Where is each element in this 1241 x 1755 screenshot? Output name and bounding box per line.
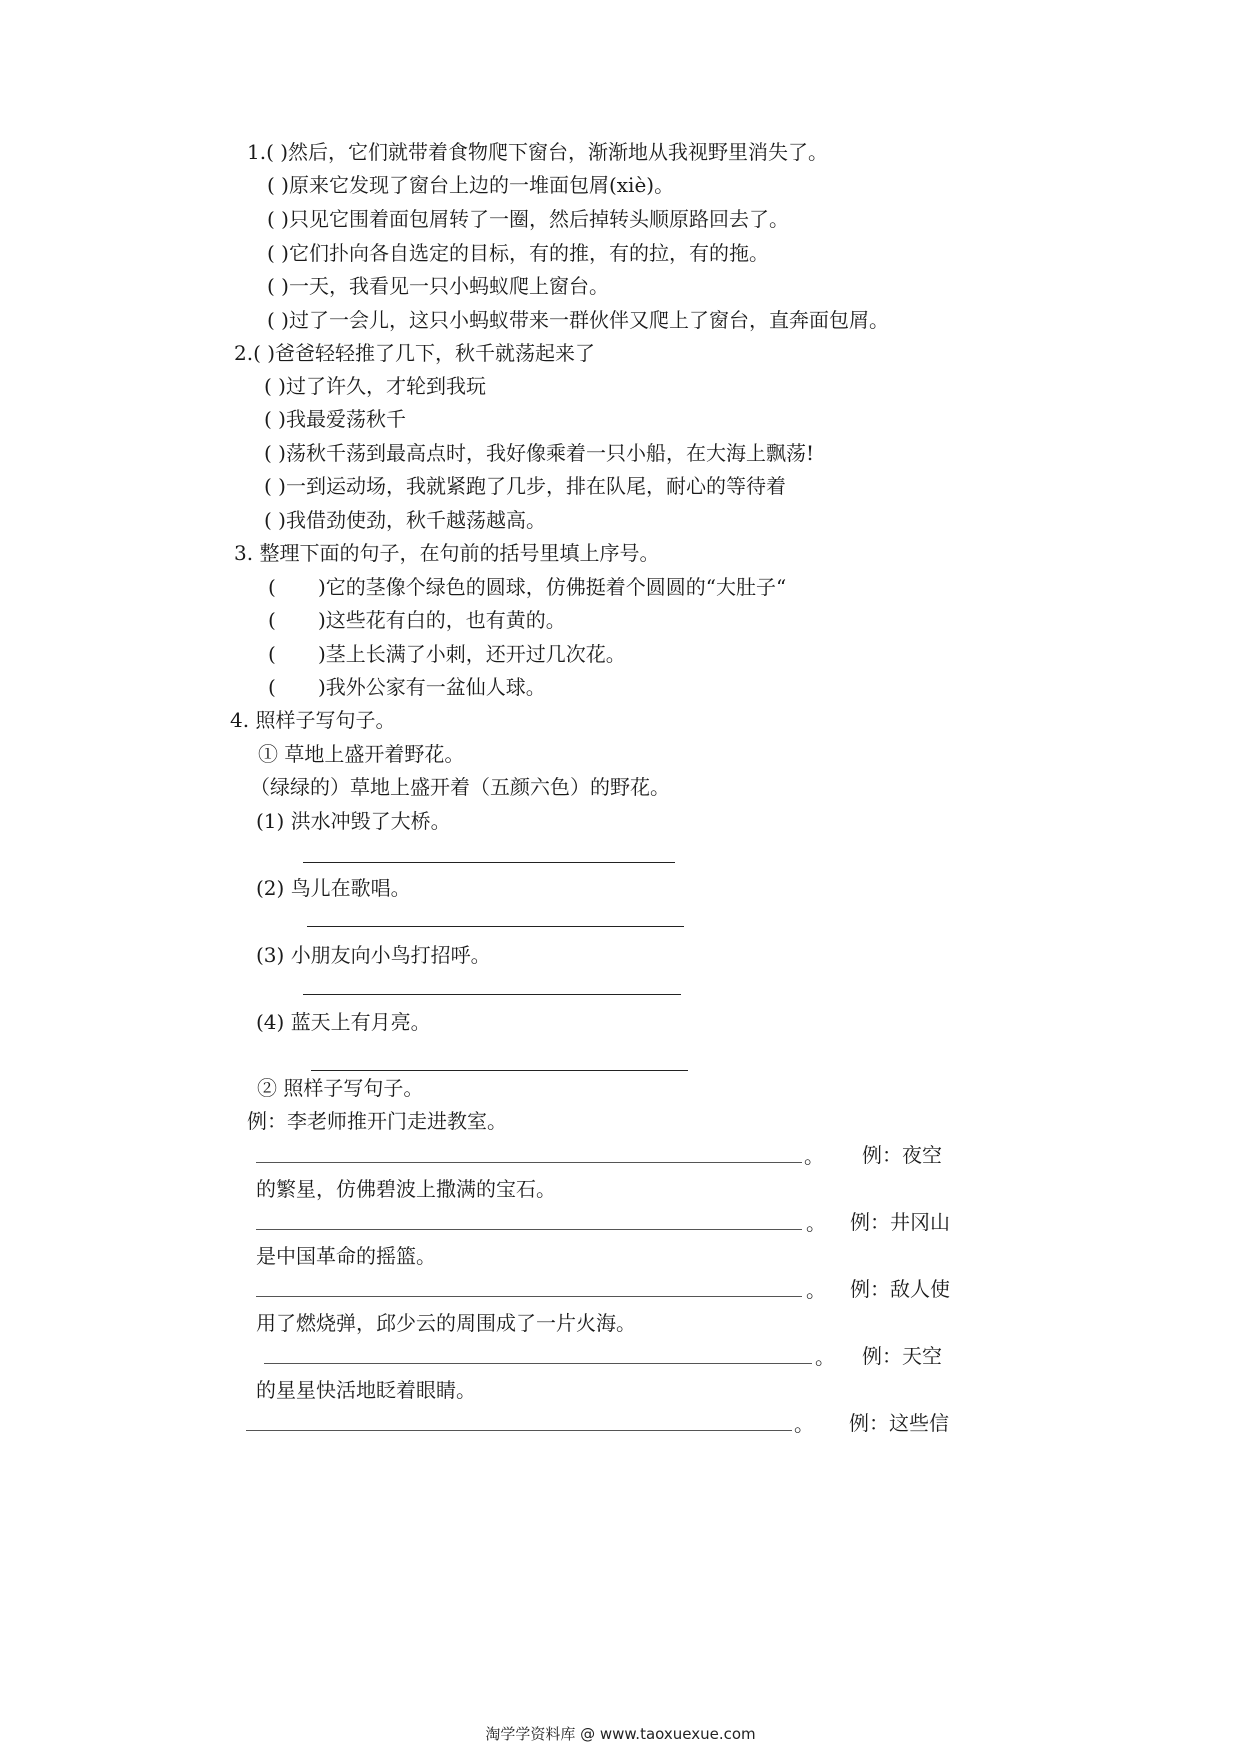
- answer-line-2[interactable]: [307, 926, 684, 927]
- q3-item-1: )它的茎像个绿色的圆球，仿佛挺着个圆圆的“大肚子“: [318, 575, 787, 599]
- example-cont-1: 的繁星，仿佛碧波上撒满的宝石。: [256, 1177, 556, 1201]
- q1-line-4: ( )它们扑向各自选定的目标，有的推，有的拉，有的拖。: [267, 241, 769, 265]
- q2-line-3: ( )我最爱荡秋千: [264, 407, 406, 431]
- write-line-1[interactable]: [256, 1162, 802, 1163]
- q3-item-3: )茎上长满了小刺，还开过几次花。: [318, 642, 626, 666]
- q3-open-paren-1: (: [268, 575, 276, 599]
- example-tail-2: 例：井冈山: [850, 1210, 950, 1234]
- example-cont-3: 用了燃烧弹，邱少云的周围成了一片火海。: [256, 1311, 636, 1335]
- q1-line-6: ( )过了一会儿，这只小蚂蚁带来一群伙伴又爬上了窗台，直奔面包屑。: [267, 308, 889, 332]
- write-line-2[interactable]: [256, 1229, 802, 1230]
- answer-line-4[interactable]: [311, 1070, 688, 1071]
- write-line-3[interactable]: [256, 1296, 802, 1297]
- example-tail-3: 例：敌人使: [850, 1277, 950, 1301]
- q4-item-1: (1) 洪水冲毁了大桥。: [256, 809, 451, 833]
- answer-line-1[interactable]: [303, 862, 675, 863]
- q1-line-2: ( )原来它发现了窗台上边的一堆面包屑(xiè)。: [267, 173, 675, 197]
- write-line-4[interactable]: [264, 1363, 812, 1364]
- example-tail-5: 例：这些信: [849, 1411, 949, 1435]
- period-2: 。: [806, 1211, 826, 1235]
- q2-line-4: ( )荡秋千荡到最高点时，我好像乘着一只小船，在大海上飘荡!: [264, 441, 814, 465]
- write-line-5[interactable]: [246, 1430, 792, 1431]
- period-5: 。: [794, 1412, 814, 1436]
- q3-open-paren-2: (: [268, 608, 276, 632]
- q4-part1-example: （绿绿的）草地上盛开着（五颜六色）的野花。: [250, 775, 670, 799]
- q3-open-paren-3: (: [268, 642, 276, 666]
- q4-item-4: (4) 蓝天上有月亮。: [256, 1010, 431, 1034]
- q1-line-3: ( )只见它围着面包屑转了一圈，然后掉转头顺原路回去了。: [267, 207, 789, 231]
- q3-title: 3. 整理下面的句子，在句前的括号里填上序号。: [234, 541, 660, 565]
- q4-part1-label: ① 草地上盛开着野花。: [258, 742, 465, 766]
- q3-open-paren-4: (: [268, 675, 276, 699]
- q4-part2-label: ② 照样子写句子。: [257, 1076, 424, 1100]
- q4-item-3: (3) 小朋友向小鸟打招呼。: [256, 943, 491, 967]
- example-tail-1: 例：夜空: [862, 1143, 942, 1167]
- example-tail-4: 例：天空: [862, 1344, 942, 1368]
- example-cont-4: 的星星快活地眨着眼睛。: [256, 1378, 476, 1402]
- period-3: 。: [806, 1278, 826, 1302]
- q4-example-1: 例：李老师推开门走进教室。: [247, 1109, 507, 1133]
- q4-item-2: (2) 鸟儿在歌唱。: [256, 876, 411, 900]
- q2-line-5: ( )一到运动场，我就紧跑了几步，排在队尾，耐心的等待着: [264, 474, 786, 498]
- q1-line-5: ( )一天，我看见一只小蚂蚁爬上窗台。: [267, 274, 609, 298]
- q3-item-4: )我外公家有一盆仙人球。: [318, 675, 546, 699]
- q4-title: 4. 照样子写句子。: [230, 708, 396, 732]
- answer-line-3[interactable]: [303, 994, 681, 995]
- q2-line-6: ( )我借劲使劲，秋千越荡越高。: [264, 508, 546, 532]
- example-cont-2: 是中国革命的摇篮。: [256, 1244, 436, 1268]
- q2-line-2: ( )过了许久，才轮到我玩: [264, 374, 486, 398]
- q3-item-2: )这些花有白的，也有黄的。: [318, 608, 566, 632]
- q1-line-1: 1.( )然后，它们就带着食物爬下窗台，渐渐地从我视野里消失了。: [247, 140, 829, 164]
- q2-line-1: 2.( )爸爸轻轻推了几下，秋千就荡起来了: [234, 341, 596, 365]
- period-1: 。: [804, 1144, 824, 1168]
- period-4: 。: [815, 1345, 835, 1369]
- footer-watermark: 淘学学资料库 @ www.taoxuexue.com: [485, 1725, 756, 1743]
